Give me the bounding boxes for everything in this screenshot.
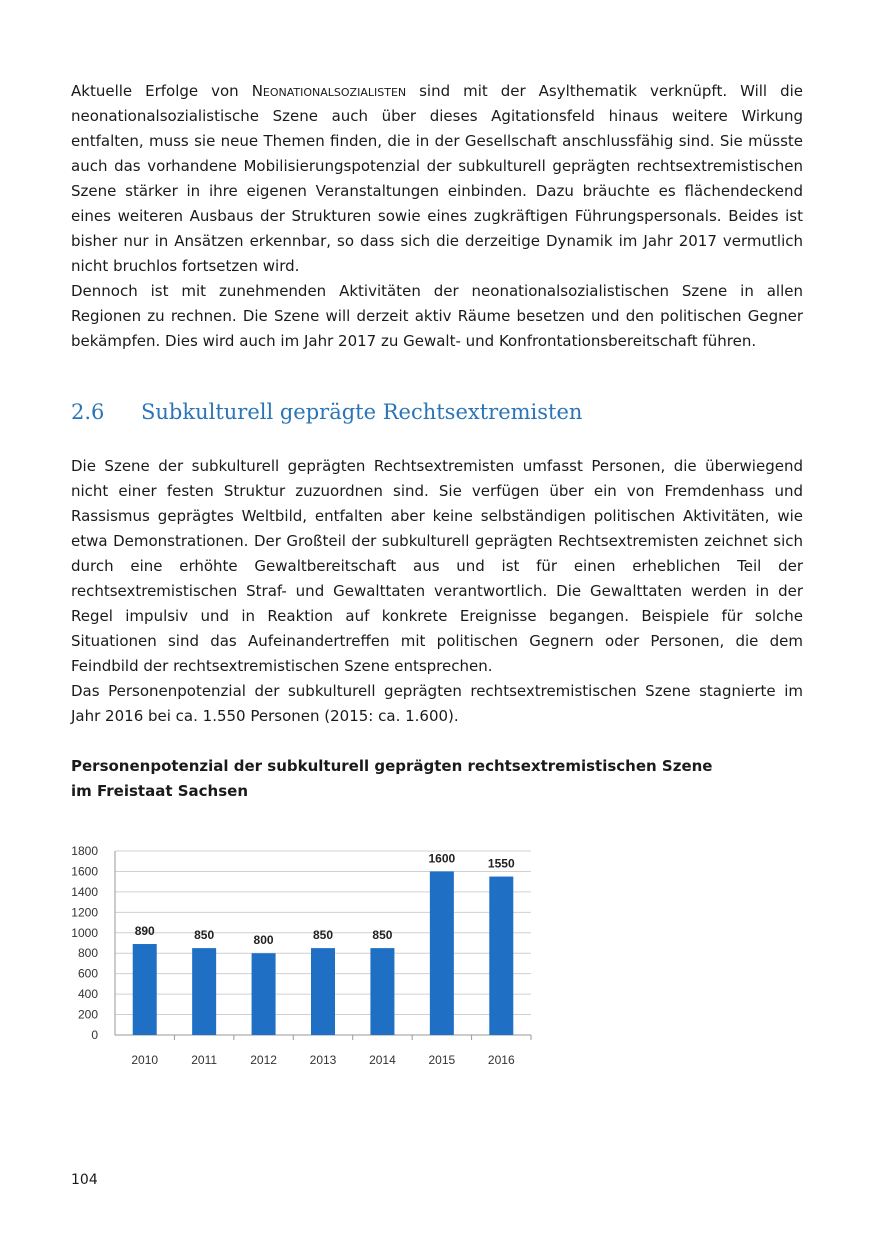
y-tick-label: 1600 <box>71 864 98 879</box>
y-tick-label: 800 <box>77 946 98 961</box>
section-number: 2.6 <box>71 400 105 424</box>
section-title: Subkulturell geprägte Rechtsextremisten <box>141 400 583 424</box>
bar <box>133 944 157 1035</box>
y-tick-label: 1200 <box>71 905 98 920</box>
chart-title-line-1: Personenpotenzial der subkulturell geprägten rechtsextremistischen Szene <box>71 757 713 775</box>
y-tick-label: 200 <box>77 1007 98 1022</box>
page-number: 104 <box>71 1172 98 1188</box>
y-tick-label: 0 <box>91 1028 98 1042</box>
intro-section <box>71 79 803 354</box>
y-tick-label: 1800 <box>71 844 98 858</box>
x-tick-label: 2010 <box>131 1053 159 1067</box>
x-tick-label: 2013 <box>309 1053 337 1067</box>
x-tick-label: 2016 <box>487 1053 515 1067</box>
intro-paragraph-1: Aktuelle Erfolge von Neonationalsozialisten sind mit der Asylthematik verknüpft. Will die neonationalsozialistische Szene auch über dieses Agitationsfeld hinaus weitere Wirkung entfalten, muss sie neue Themen finden, die in der Gesellschaft anschlussfähig sind. Sie müsste auch das vorhandene Mobilisierungspotenzial der subkulturell geprägten rechtsextremistischen Szene stärker in ihre eigenen Veranstaltungen einbinden. Dazu bräuchte es flächendeckend eines weiteren Ausbaus der Strukturen sowie eines zugkräftigen Führungspersonals. Beides ist bisher nur in Ansätzen erkennbar, so dass sich die derzeitige Dynamik im Jahr 2017 vermutlich nicht bruchlos fortsetzen wird. <box>71 82 804 275</box>
y-tick-label: 1400 <box>71 884 98 899</box>
bar <box>252 953 276 1035</box>
bar-chart <box>60 838 550 1078</box>
x-tick-label: 2015 <box>428 1053 456 1067</box>
bar <box>430 871 454 1035</box>
section-body <box>71 454 803 729</box>
section-heading <box>71 400 803 424</box>
section-paragraph-1: Die Szene der subkulturell geprägten Rechtsextremisten umfasst Personen, die überwiegend nicht einer festen Struktur zuzuordnen sind. Sie verfügen über ein von Fremdenhass und Rassismus geprägtes Weltbild, entfalten aber keine selbständigen politischen Aktivitäten, wie etwa Demonstrationen. Der Großteil der subkulturell geprägten Rechtsextremisten zeichnet sich durch eine erhöhte Gewaltbereitschaft aus und ist für einen erheblichen Teil der rechtsextremistischen Straf- und Gewalttaten verantwortlich. Die Gewalttaten werden in der Regel impulsiv und in Reaktion auf konkrete Ereignisse begangen. Beispiele für solche Situationen sind das Aufeinandertreffen mit politischen Gegnern oder Personen, die dem Feindbild der rechtsextremistischen Szene entsprechen. <box>71 457 803 675</box>
y-tick-label: 1000 <box>71 925 98 940</box>
bar <box>370 948 394 1035</box>
data-label: 1550 <box>487 856 515 871</box>
y-tick-label: 600 <box>77 966 98 981</box>
x-tick-label: 2012 <box>250 1053 277 1067</box>
bar <box>192 948 216 1035</box>
data-label: 800 <box>253 933 274 948</box>
y-tick-label: 400 <box>77 987 98 1002</box>
section-paragraph-2: Das Personenpotenzial der subkulturell geprägten rechtsextremistischen Szene stagnierte im Jahr 2016 bei ca. 1.550 Personen (2015: ca. 1.600). <box>71 682 803 725</box>
x-tick-label: 2014 <box>369 1053 396 1067</box>
bar <box>311 948 335 1035</box>
data-label: 850 <box>194 928 215 943</box>
data-label: 890 <box>134 924 155 939</box>
chart-title-line-2: im Freistaat Sachsen <box>71 782 249 800</box>
data-label: 850 <box>312 928 334 943</box>
data-label: 1600 <box>428 851 456 866</box>
bar <box>489 877 513 1035</box>
intro-paragraph-2: Dennoch ist mit zunehmenden Aktivitäten der neonationalsozialistischen Szene in allen Regionen zu rechnen. Die Szene will derzeit aktiv Räume besetzen und den politischen Gegner bekämpfen. Dies wird auch im Jahr 2017 zu Gewalt- und Konfrontationsbereitschaft führen. <box>71 282 803 350</box>
data-label: 850 <box>372 928 393 943</box>
chart-title <box>71 754 803 804</box>
smallcaps-term: Neonationalsozialisten <box>251 82 407 100</box>
x-tick-label: 2011 <box>191 1053 218 1067</box>
